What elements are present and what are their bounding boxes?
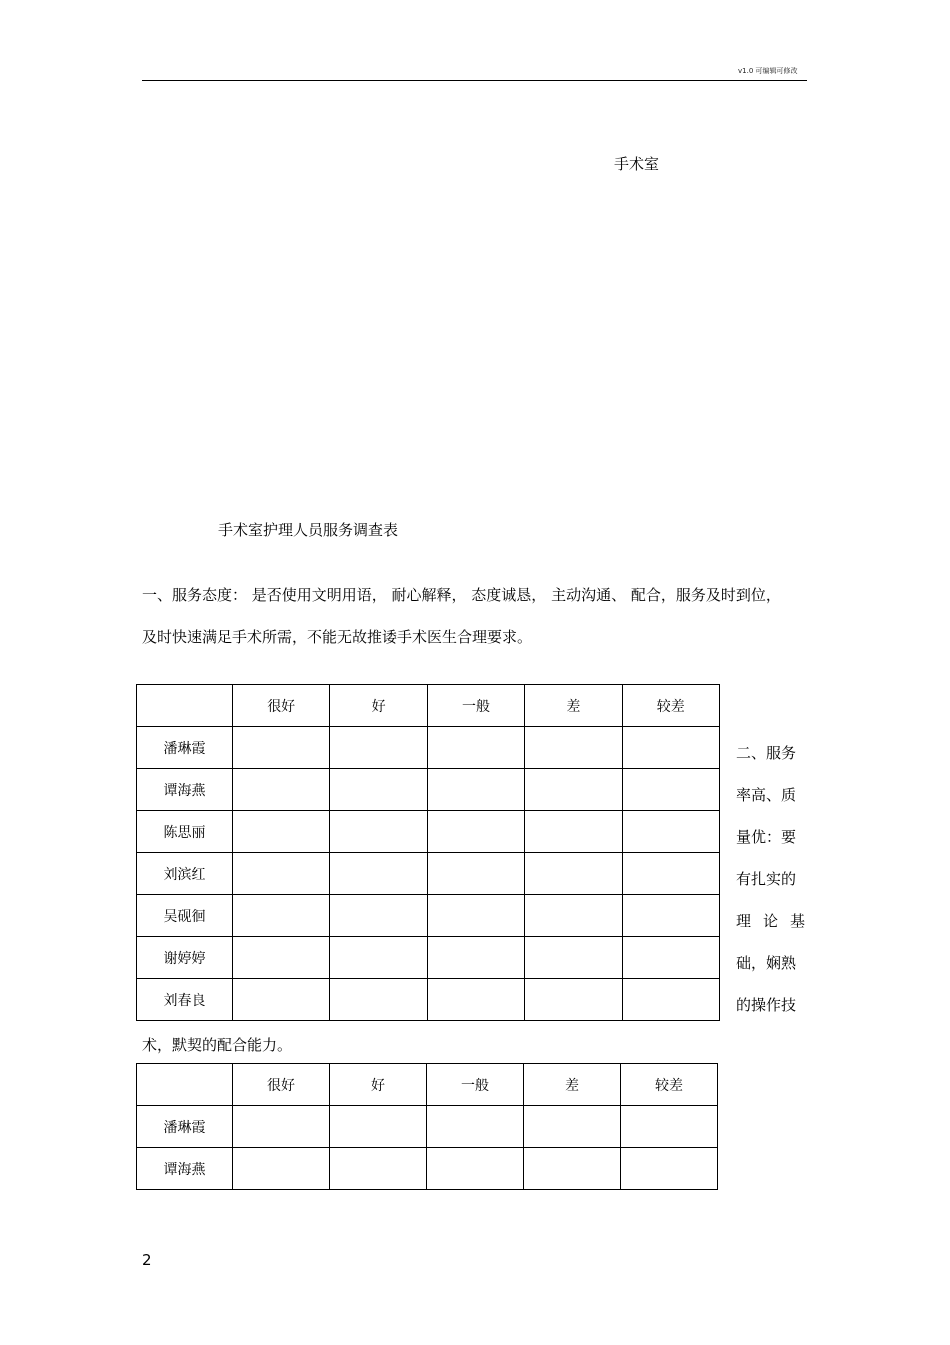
rating-header-cell: 很好 [233, 1064, 330, 1106]
rating-cell[interactable] [233, 811, 330, 853]
rating-cell[interactable] [622, 979, 719, 1021]
rating-cell[interactable] [525, 937, 622, 979]
rating-cell[interactable] [330, 811, 427, 853]
rating-cell[interactable] [330, 937, 427, 979]
rating-header-cell: 较差 [621, 1064, 718, 1106]
rating-cell[interactable] [525, 811, 622, 853]
nurse-name-cell: 吴砚徊 [137, 895, 233, 937]
rating-cell[interactable] [330, 895, 427, 937]
rating-cell[interactable] [621, 1148, 718, 1190]
side-line-4: 有扎实的 [736, 870, 797, 888]
rating-cell[interactable] [427, 937, 524, 979]
rating-cell[interactable] [622, 727, 719, 769]
rating-cell[interactable] [330, 727, 427, 769]
table-row [137, 811, 720, 853]
rating-cell[interactable] [427, 853, 524, 895]
rating-table-2 [136, 1063, 718, 1190]
side-line-3: 量优：要 [736, 828, 797, 846]
rating-cell[interactable] [525, 727, 622, 769]
nurse-name-cell: 陈思丽 [137, 811, 233, 853]
table-row [137, 979, 720, 1021]
rating-cell[interactable] [233, 1148, 330, 1190]
table-row [137, 937, 720, 979]
nurse-name-cell: 谭海燕 [137, 769, 233, 811]
rating-table-1 [136, 684, 720, 1021]
table-row [137, 727, 720, 769]
rating-cell[interactable] [330, 853, 427, 895]
table-row [137, 853, 720, 895]
table-row [137, 895, 720, 937]
rating-cell[interactable] [525, 979, 622, 1021]
page-number: 2 [142, 1251, 152, 1269]
rating-cell[interactable] [233, 853, 330, 895]
side-line-5: 理论基 [736, 912, 818, 930]
header-corner-cell [137, 685, 233, 727]
rating-cell[interactable] [525, 895, 622, 937]
rating-cell[interactable] [330, 1106, 427, 1148]
header-rule [142, 80, 807, 81]
header-row [137, 685, 720, 727]
survey-title: 手术室护理人员服务调查表 [218, 521, 399, 539]
rating-header-cell: 好 [330, 685, 427, 727]
rating-header-cell: 差 [524, 1064, 621, 1106]
header-corner-cell [137, 1064, 233, 1106]
rating-cell[interactable] [621, 1106, 718, 1148]
table-row [137, 1106, 718, 1148]
rating-cell[interactable] [622, 853, 719, 895]
rating-header-cell: 较差 [622, 685, 719, 727]
rating-header-cell: 好 [330, 1064, 427, 1106]
rating-cell[interactable] [330, 769, 427, 811]
side-line-1: 二、服务 [736, 744, 797, 762]
rating-cell[interactable] [427, 1106, 524, 1148]
nurse-name-cell: 刘滨红 [137, 853, 233, 895]
nurse-name-cell: 谢婷婷 [137, 937, 233, 979]
rating-cell[interactable] [524, 1148, 621, 1190]
section2-tail: 术，默契的配合能力。 [142, 1036, 293, 1054]
rating-cell[interactable] [233, 895, 330, 937]
side-line-6: 础，娴熟 [736, 954, 797, 972]
rating-cell[interactable] [233, 727, 330, 769]
rating-cell[interactable] [622, 895, 719, 937]
department-title: 手术室 [614, 155, 660, 173]
rating-cell[interactable] [622, 937, 719, 979]
rating-cell[interactable] [330, 1148, 427, 1190]
rating-cell[interactable] [233, 937, 330, 979]
rating-cell[interactable] [233, 769, 330, 811]
nurse-name-cell: 潘琳霞 [137, 1106, 233, 1148]
side-line-2: 率高、质 [736, 786, 797, 804]
rating-cell[interactable] [525, 853, 622, 895]
header-row [137, 1064, 718, 1106]
header-version: v1.0 可编辑可修改 [738, 67, 798, 75]
side-line-7: 的操作技 [736, 996, 797, 1014]
rating-header-cell: 一般 [427, 1064, 524, 1106]
rating-cell[interactable] [427, 979, 524, 1021]
rating-cell[interactable] [427, 895, 524, 937]
rating-cell[interactable] [233, 1106, 330, 1148]
rating-header-cell: 一般 [427, 685, 524, 727]
table-row [137, 1148, 718, 1190]
rating-cell[interactable] [427, 1148, 524, 1190]
rating-cell[interactable] [233, 979, 330, 1021]
nurse-name-cell: 谭海燕 [137, 1148, 233, 1190]
rating-cell[interactable] [330, 979, 427, 1021]
section1-line1: 一、服务态度： 是否使用文明用语， 耐心解释， 态度诚恳， 主动沟通、 配合，服务及时到位， [142, 586, 781, 604]
rating-header-cell: 差 [525, 685, 622, 727]
rating-cell[interactable] [525, 769, 622, 811]
rating-cell[interactable] [524, 1106, 621, 1148]
section1-line2: 及时快速满足手术所需，不能无故推诿手术医生合理要求。 [142, 628, 533, 646]
rating-cell[interactable] [427, 769, 524, 811]
nurse-name-cell: 刘春良 [137, 979, 233, 1021]
nurse-name-cell: 潘琳霞 [137, 727, 233, 769]
rating-cell[interactable] [427, 727, 524, 769]
table-row [137, 769, 720, 811]
rating-cell[interactable] [622, 811, 719, 853]
rating-header-cell: 很好 [233, 685, 330, 727]
rating-cell[interactable] [427, 811, 524, 853]
rating-cell[interactable] [622, 769, 719, 811]
